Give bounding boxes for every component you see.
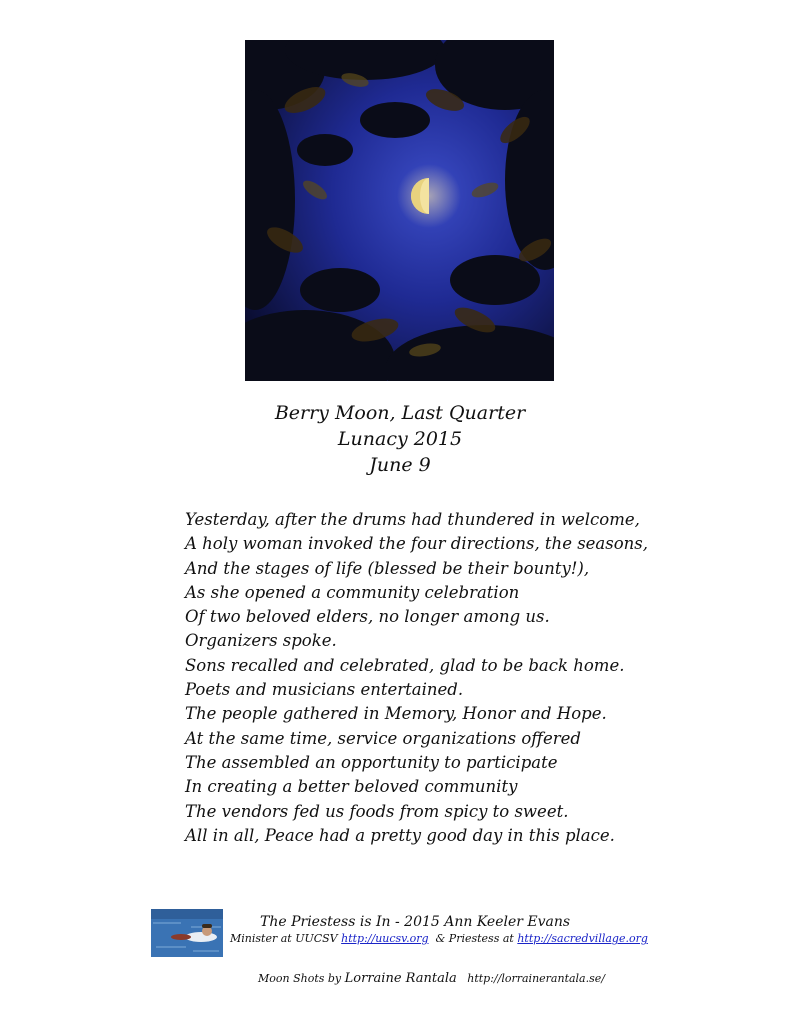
title-line-3: June 9 — [369, 454, 431, 476]
title-line-2: Lunacy 2015 — [337, 428, 463, 450]
moon-photo — [245, 40, 554, 381]
poem-line: Sons recalled and celebrated, glad to be back home. — [185, 655, 625, 675]
poem-line: In creating a better beloved community — [185, 777, 518, 797]
credit-affiliations — [230, 932, 650, 945]
poem-line: At the same time, service organizations offered — [185, 728, 581, 748]
credit-title: The Priestess is In - 2015 Ann Keeler Evans — [260, 914, 571, 930]
moon-shots-text: Moon Shots by — [258, 972, 345, 985]
poem-line: A holy woman invoked the four directions, the seasons, — [185, 534, 649, 554]
poem-line: Organizers spoke. — [185, 631, 337, 651]
poem-line: Of two beloved elders, no longer among us. — [185, 607, 550, 627]
poem-title-block — [160, 400, 640, 478]
poem-line: The people gathered in Memory, Honor and Hope. — [185, 704, 607, 724]
photographer-url: http://lorrainerantala.se/ — [467, 972, 605, 985]
poem-line: Poets and musicians entertained. — [185, 680, 464, 700]
poem-line: The vendors fed us foods from spicy to sweet. — [185, 801, 569, 821]
poem-body — [185, 508, 725, 848]
minister-text: Minister at UUCSV — [230, 932, 342, 945]
poem-line: The assembled an opportunity to participate — [185, 752, 558, 772]
credit-block — [230, 914, 650, 945]
priestess-text: & Priestess at — [428, 932, 518, 945]
poem-line: Yesterday, after the drums had thundered in welcome, — [185, 510, 640, 529]
poem-line: And the stages of life (blessed be their bounty!), — [185, 558, 590, 578]
photo-credit — [258, 971, 618, 986]
uucsv-link[interactable]: http://uucsv.org — [341, 932, 429, 945]
sacredvillage-link[interactable]: http://sacredvillage.org — [517, 932, 648, 945]
swimmer-photo — [151, 909, 223, 957]
photographer-name: Lorraine Rantala — [344, 971, 457, 986]
poem-line: As she opened a community celebration — [185, 582, 520, 602]
poem-line: All in all, Peace had a pretty good day in this place. — [185, 825, 615, 845]
title-line-1: Berry Moon, Last Quarter — [274, 402, 526, 424]
